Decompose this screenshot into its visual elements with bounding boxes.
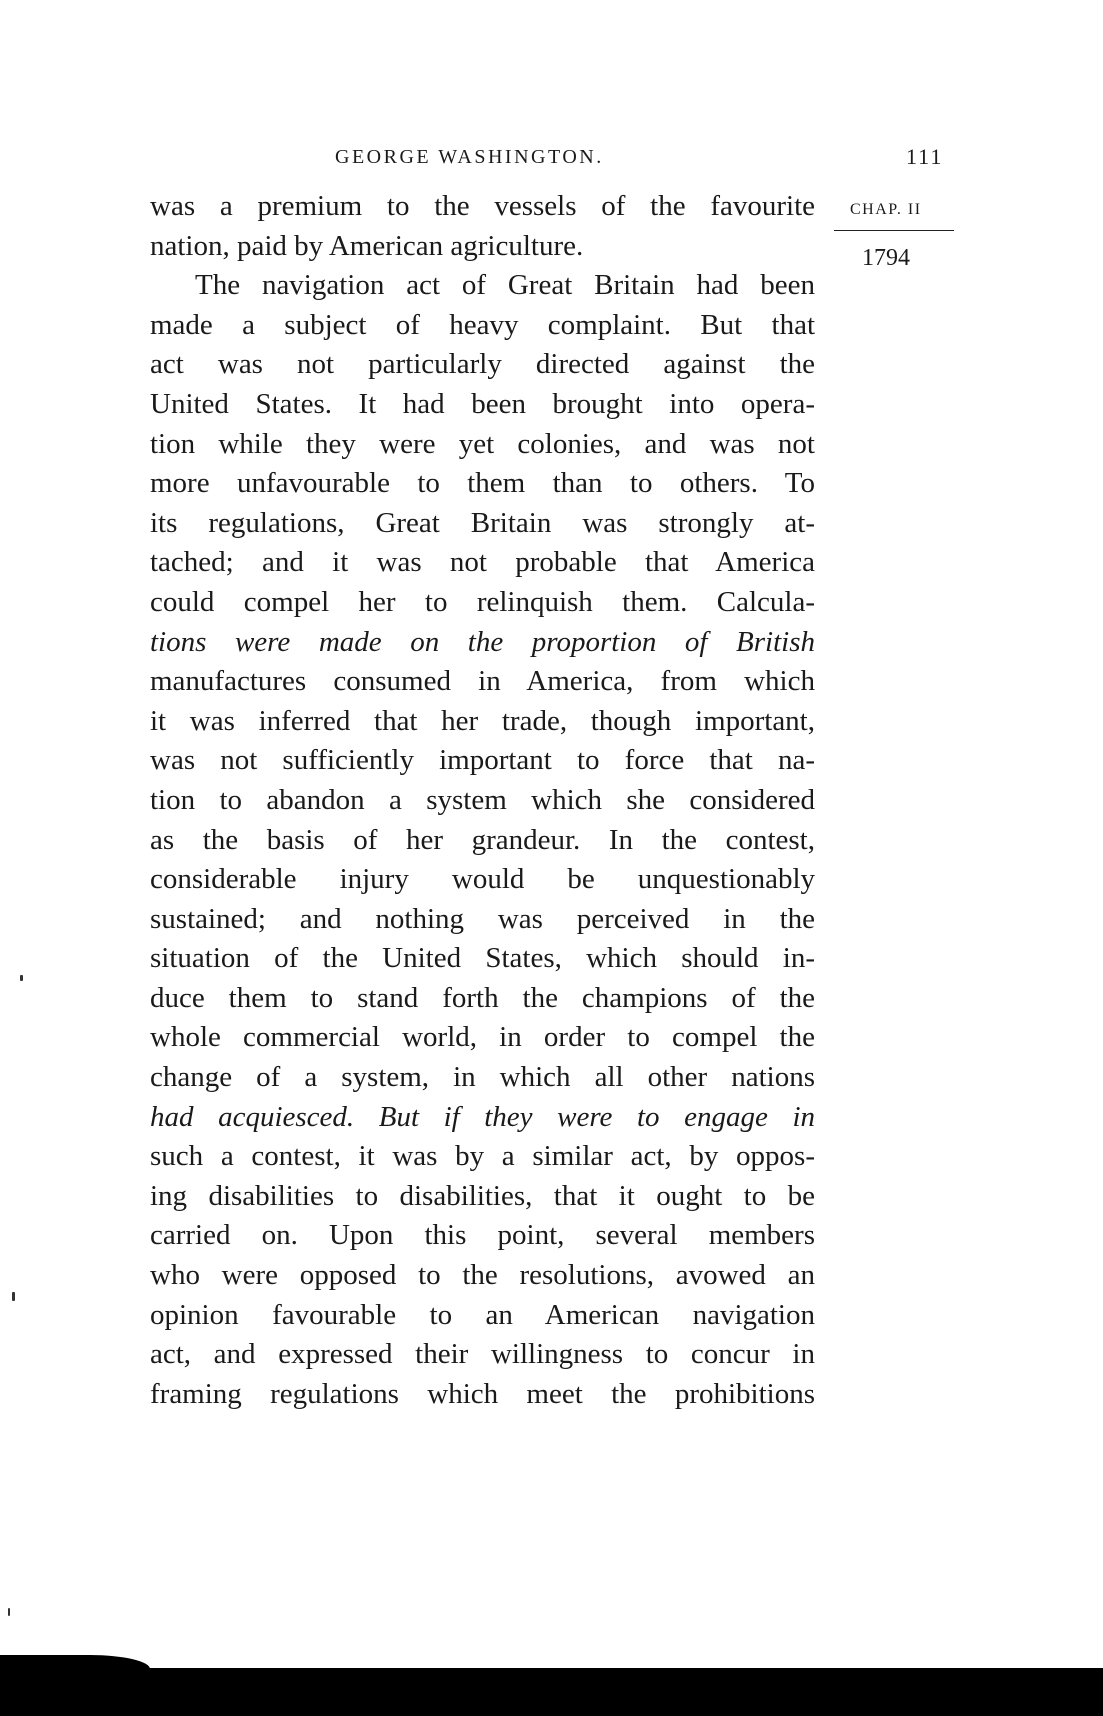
text-line: its regulations, Great Britain was strongly at- bbox=[150, 506, 815, 539]
scan-edge-shadow bbox=[0, 1655, 150, 1669]
text-line: opinion favourable to an American navigation bbox=[150, 1298, 815, 1331]
text-line: tions were made on the proportion of British bbox=[150, 625, 815, 658]
body-text bbox=[150, 187, 815, 1414]
margin-year: 1794 bbox=[862, 245, 910, 271]
text-line: considerable injury would be unquestionably bbox=[150, 863, 815, 896]
scan-speck bbox=[20, 975, 23, 981]
text-line: nation, paid by American agriculture. bbox=[150, 229, 584, 262]
page-number: 111 bbox=[906, 144, 944, 169]
text-line: manufactures consumed in America, from which bbox=[150, 665, 815, 698]
text-line: such a contest, it was by a similar act, by oppos- bbox=[150, 1140, 815, 1173]
text-line: who were opposed to the resolutions, avowed an bbox=[150, 1259, 815, 1292]
text-line: as the basis of her grandeur. In the contest, bbox=[150, 823, 815, 856]
text-line: could compel her to relinquish them. Calcula- bbox=[150, 585, 815, 618]
text-line: sustained; and nothing was perceived in the bbox=[150, 902, 815, 935]
margin-chapter-label: CHAP. II bbox=[850, 201, 922, 218]
text-line: had acquiesced. But if they were to engage in bbox=[150, 1100, 815, 1133]
text-line: was a premium to the vessels of the favourite bbox=[150, 190, 815, 222]
text-line: change of a system, in which all other nations bbox=[150, 1061, 815, 1094]
text-line: carried on. Upon this point, several members bbox=[150, 1219, 815, 1252]
text-line: framing regulations which meet the prohibitions bbox=[150, 1377, 815, 1410]
text-line: United States. It had been brought into opera- bbox=[150, 387, 815, 420]
scan-speck bbox=[12, 1292, 15, 1301]
text-line: duce them to stand forth the champions of the bbox=[150, 981, 815, 1014]
text-line: act, and expressed their willingness to concur in bbox=[150, 1338, 815, 1371]
text-line: situation of the United States, which should in- bbox=[150, 942, 815, 975]
text-line: was not sufficiently important to force that na- bbox=[150, 744, 815, 777]
scan-speck bbox=[8, 1608, 10, 1616]
text-line: tached; and it was not probable that America bbox=[150, 546, 815, 579]
text-line: tion to abandon a system which she considered bbox=[150, 783, 815, 816]
margin-rule bbox=[834, 230, 954, 231]
text-line: more unfavourable to them than to others. To bbox=[150, 467, 815, 500]
text-line: ing disabilities to disabilities, that it ought to be bbox=[150, 1179, 815, 1212]
running-head: GEORGE WASHINGTON. bbox=[335, 146, 604, 168]
text-line: act was not particularly directed against the bbox=[150, 348, 815, 381]
text-line: whole commercial world, in order to compel the bbox=[150, 1021, 815, 1054]
text-line: The navigation act of Great Britain had been bbox=[195, 269, 815, 302]
text-line: it was inferred that her trade, though important, bbox=[150, 704, 815, 737]
text-line: made a subject of heavy complaint. But that bbox=[150, 308, 815, 341]
scan-bottom-bar bbox=[0, 1668, 1103, 1716]
text-line: tion while they were yet colonies, and was not bbox=[150, 427, 815, 460]
